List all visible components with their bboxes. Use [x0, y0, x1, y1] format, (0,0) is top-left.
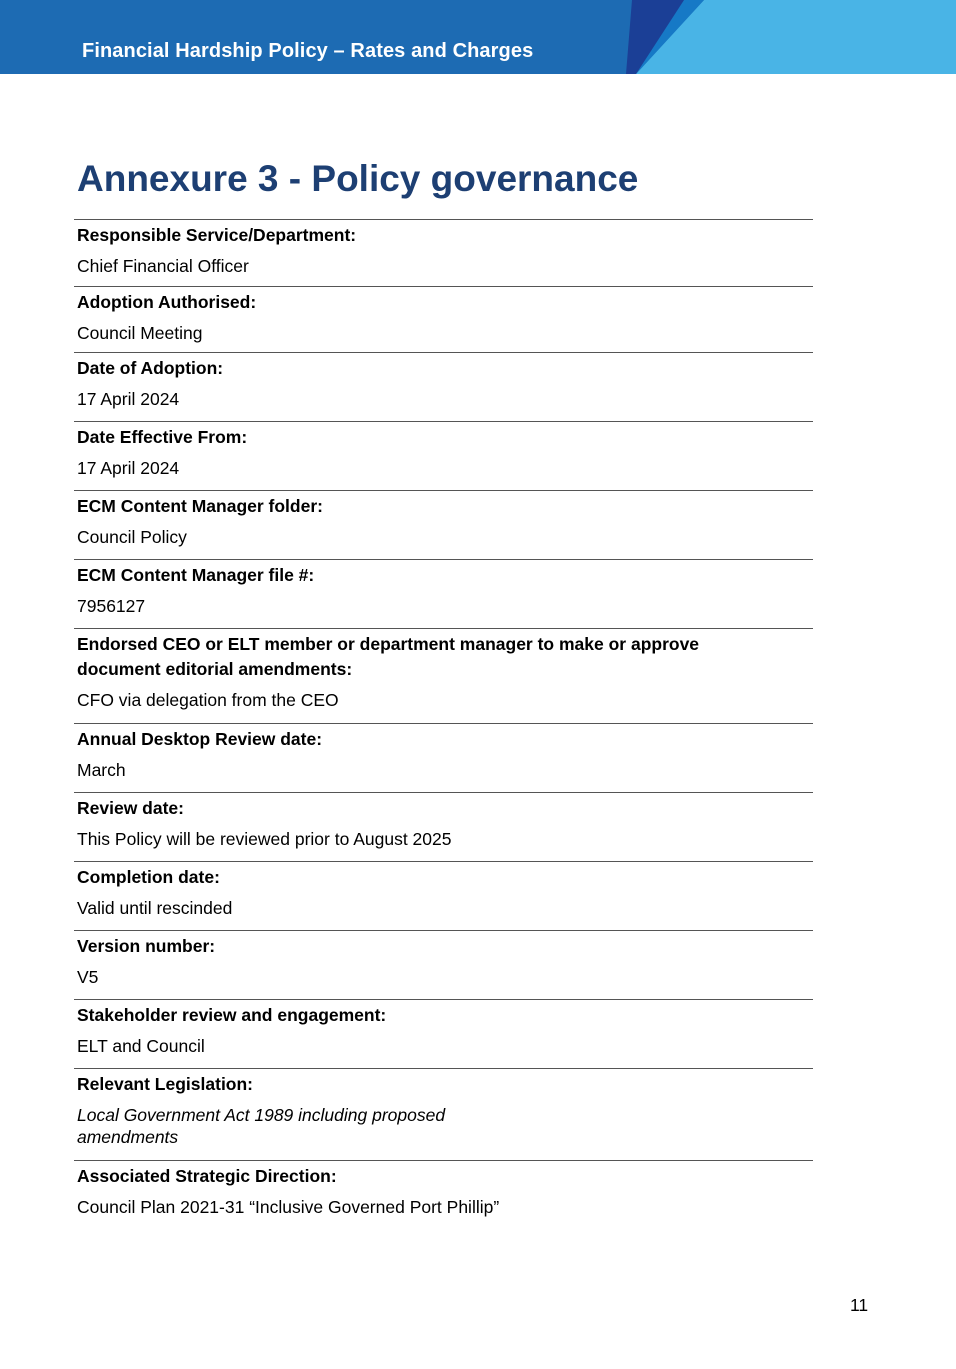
governance-row-strategic-direction — [74, 1161, 813, 1231]
row-label: Date Effective From: — [77, 427, 248, 447]
row-value: Council Policy — [77, 527, 187, 547]
row-value: Local Government Act 1989 including proposed amendments — [77, 1105, 446, 1147]
row-label: Stakeholder review and engagement: — [77, 1005, 387, 1025]
row-label: Adoption Authorised: — [77, 292, 257, 312]
row-label: Associated Strategic Direction: — [77, 1166, 337, 1186]
row-label: Date of Adoption: — [77, 358, 224, 378]
page-title: Annexure 3 - Policy governance — [77, 158, 639, 199]
governance-row-ecm-folder — [74, 491, 813, 560]
governance-row-date-effective — [74, 422, 813, 491]
row-value: Council Meeting — [77, 323, 203, 343]
governance-row-legislation — [74, 1069, 813, 1161]
row-value: 17 April 2024 — [77, 458, 180, 478]
governance-row-endorsed — [74, 629, 813, 724]
row-value: Council Plan 2021-31 “Inclusive Governed Port Phillip” — [77, 1197, 500, 1217]
header-title: Financial Hardship Policy – Rates and Charges — [82, 40, 534, 62]
row-label: ECM Content Manager file #: — [77, 565, 315, 585]
row-value: March — [77, 760, 126, 780]
governance-row-stakeholder — [74, 1000, 813, 1069]
page-header — [0, 0, 956, 74]
row-label: Completion date: — [77, 867, 220, 887]
row-value: Chief Financial Officer — [77, 256, 249, 276]
governance-row-review-date — [74, 793, 813, 862]
row-value: This Policy will be reviewed prior to August 2025 — [77, 829, 452, 849]
row-value: V5 — [77, 967, 99, 987]
page-number: 11 — [850, 1295, 869, 1315]
row-label: Relevant Legislation: — [77, 1074, 254, 1094]
row-value: Valid until rescinded — [77, 898, 233, 918]
governance-row-ecm-file — [74, 560, 813, 629]
row-value: ELT and Council — [77, 1036, 205, 1056]
governance-row-adoption-authorised — [74, 287, 813, 353]
row-label: Version number: — [77, 936, 216, 956]
governance-row-annual-review — [74, 724, 813, 793]
row-label: Review date: — [77, 798, 184, 818]
governance-table — [74, 219, 813, 1231]
row-label: ECM Content Manager folder: — [77, 496, 323, 516]
governance-row-version — [74, 931, 813, 1000]
row-value: 17 April 2024 — [77, 389, 180, 409]
row-value: CFO via delegation from the CEO — [77, 690, 339, 710]
row-label: Annual Desktop Review date: — [77, 729, 323, 749]
governance-row-completion-date — [74, 862, 813, 931]
row-label: Endorsed CEO or ELT member or department manager to make or approve document editorial amendments: — [77, 634, 700, 679]
row-label: Responsible Service/Department: — [77, 225, 357, 245]
row-value: 7956127 — [77, 596, 146, 616]
governance-row-responsible — [74, 220, 813, 287]
governance-row-date-of-adoption — [74, 353, 813, 422]
